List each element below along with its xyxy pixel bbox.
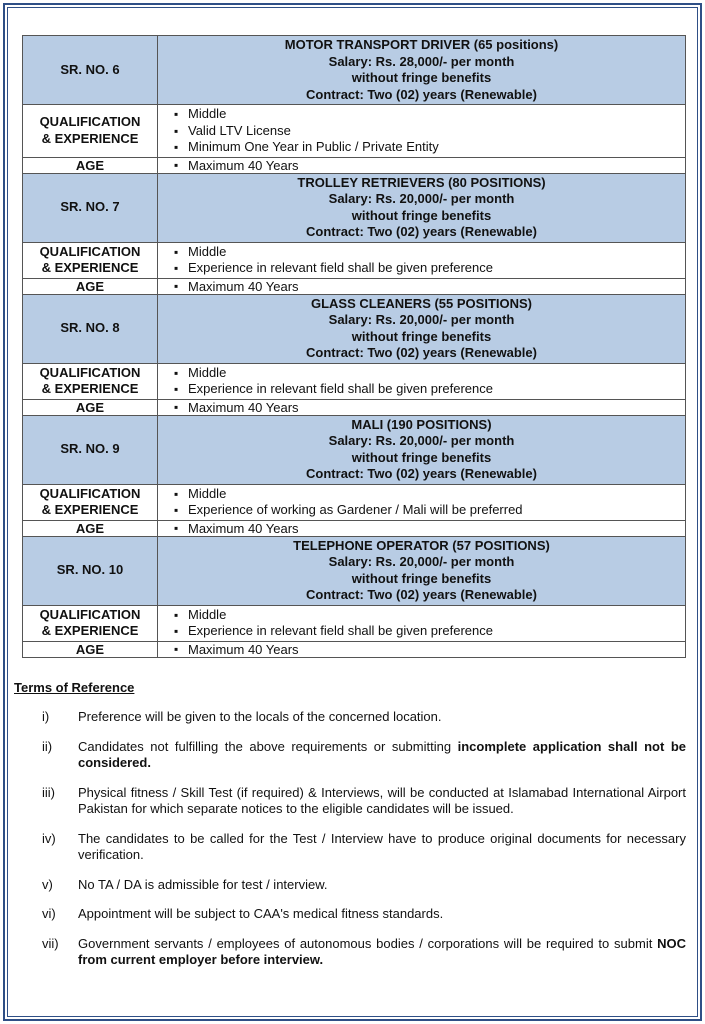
position-header-row	[23, 36, 686, 105]
position-salary: Salary: Rs. 20,000/- per month	[328, 554, 515, 569]
term-number: iv)	[42, 830, 56, 846]
position-contract: Contract: Two (02) years (Renewable)	[306, 224, 537, 239]
position-details	[158, 294, 686, 363]
age-label: AGE	[23, 399, 158, 415]
terms-of-reference	[14, 680, 686, 982]
position-benefits: without fringe benefits	[351, 570, 492, 586]
serial-number: SR. NO. 10	[23, 536, 158, 605]
term-text: The candidates to be called for the Test / Interview have to produce original documents for necessary verification.	[78, 830, 686, 862]
qualification-item: ▪ Middle	[188, 486, 685, 503]
qualification-label-line1: QUALIFICATION	[39, 243, 141, 259]
term-body	[78, 936, 686, 969]
age-value: ▪ Maximum 40 Years	[188, 158, 685, 173]
term-number: v)	[42, 876, 53, 892]
term-text: Appointment will be subject to CAA's medical fitness standards.	[78, 906, 444, 921]
qualification-item: ▪ Experience in relevant field shall be given preference	[188, 381, 685, 398]
position-title: TROLLEY RETRIEVERS (80 POSITIONS)	[297, 174, 546, 190]
serial-number: SR. NO. 8	[23, 294, 158, 363]
qualification-item: ▪ Middle	[188, 607, 685, 624]
qualification-list	[158, 606, 685, 641]
position-salary: Salary: Rs. 20,000/- per month	[328, 433, 515, 448]
position-contract: Contract: Two (02) years (Renewable)	[306, 587, 537, 602]
term-number: ii)	[42, 738, 53, 754]
qualification-list-cell	[158, 242, 686, 278]
term-body	[78, 906, 686, 923]
qualification-row	[23, 484, 686, 520]
terms-title: Terms of Reference	[14, 680, 135, 695]
qualification-list-cell	[158, 363, 686, 399]
qualification-row	[23, 242, 686, 278]
qualification-item: ▪ Middle	[188, 365, 685, 382]
position-title: GLASS CLEANERS (55 POSITIONS)	[310, 295, 533, 311]
term-text: Candidates not fulfilling the above requirements or submitting	[78, 738, 458, 754]
position-benefits: without fringe benefits	[351, 207, 492, 223]
term-item	[14, 936, 686, 969]
position-benefits: without fringe benefits	[351, 328, 492, 344]
qualification-label	[23, 605, 158, 641]
term-body	[78, 739, 686, 772]
position-salary: Salary: Rs. 20,000/- per month	[328, 312, 515, 327]
term-text: Physical fitness / Skill Test (if required) & Interviews, will be conducted at Islamabad International Airport Pakistan for which separate notices to the eligible candidates will be issued.	[78, 784, 686, 816]
qualification-list	[158, 105, 685, 157]
term-text: Government servants / employees of autonomous bodies / corporations will be required to submit	[78, 935, 658, 951]
age-row	[23, 399, 686, 415]
position-header-row	[23, 415, 686, 484]
qualification-label	[23, 363, 158, 399]
age-row	[23, 157, 686, 173]
position-title: TELEPHONE OPERATOR (57 POSITIONS)	[293, 537, 550, 553]
term-item	[14, 739, 686, 772]
qualification-label-line2: & EXPERIENCE	[41, 623, 139, 638]
age-label: AGE	[23, 520, 158, 536]
term-text: No TA / DA is admissible for test / interview.	[78, 876, 328, 892]
age-value: ▪ Maximum 40 Years	[188, 642, 685, 657]
qualification-label	[23, 105, 158, 158]
age-cell	[158, 157, 686, 173]
position-salary: Salary: Rs. 20,000/- per month	[328, 191, 515, 206]
qualification-row	[23, 363, 686, 399]
position-details	[158, 36, 686, 105]
position-salary: Salary: Rs. 28,000/- per month	[328, 53, 515, 69]
position-title: MOTOR TRANSPORT DRIVER (65 positions)	[284, 37, 559, 52]
term-body	[78, 877, 686, 894]
qualification-item: ▪ Middle	[188, 244, 685, 261]
age-value: ▪ Maximum 40 Years	[188, 521, 685, 536]
position-benefits: without fringe benefits	[351, 70, 492, 85]
position-header-row	[23, 536, 686, 605]
position-details	[158, 173, 686, 242]
term-number: i)	[42, 709, 50, 724]
qualification-item: ▪ Minimum One Year in Public / Private Entity	[188, 139, 685, 156]
age-row	[23, 641, 686, 657]
position-contract: Contract: Two (02) years (Renewable)	[306, 86, 537, 102]
term-body	[78, 785, 686, 818]
qualification-item: ▪ Middle	[188, 106, 685, 123]
qualification-list-cell	[158, 105, 686, 158]
qualification-label-line2: & EXPERIENCE	[41, 130, 139, 146]
qualification-label-line2: & EXPERIENCE	[41, 260, 139, 275]
term-item	[14, 709, 686, 726]
qualification-item: ▪ Valid LTV License	[188, 123, 685, 140]
position-details	[158, 536, 686, 605]
qualification-list	[158, 364, 685, 399]
qualification-item: ▪ Experience in relevant field shall be given preference	[188, 623, 685, 640]
term-body	[78, 831, 686, 864]
term-item	[14, 831, 686, 864]
qualification-list-cell	[158, 605, 686, 641]
age-cell	[158, 641, 686, 657]
qualification-label-line1: QUALIFICATION	[39, 606, 141, 622]
term-item	[14, 906, 686, 923]
qualification-row	[23, 105, 686, 158]
age-cell	[158, 399, 686, 415]
position-title: MALI (190 POSITIONS)	[351, 416, 492, 432]
qualification-label-line2: & EXPERIENCE	[41, 381, 139, 396]
qualification-list	[158, 485, 685, 520]
qualification-list-cell	[158, 484, 686, 520]
positions-table	[22, 35, 686, 658]
age-value: ▪ Maximum 40 Years	[188, 400, 685, 415]
qualification-label-line1: QUALIFICATION	[39, 114, 141, 130]
position-details	[158, 415, 686, 484]
term-item	[14, 877, 686, 894]
term-text: NOC from current employer before interview.	[78, 935, 686, 967]
serial-number: SR. NO. 6	[23, 36, 158, 105]
position-contract: Contract: Two (02) years (Renewable)	[306, 466, 537, 481]
position-contract: Contract: Two (02) years (Renewable)	[306, 345, 537, 360]
qualification-label	[23, 242, 158, 278]
term-text: incomplete application shall not be considered.	[78, 738, 686, 770]
age-cell	[158, 520, 686, 536]
terms-list	[14, 709, 686, 969]
term-body	[78, 709, 686, 726]
qualification-row	[23, 605, 686, 641]
position-header-row	[23, 294, 686, 363]
term-item	[14, 785, 686, 818]
age-row	[23, 520, 686, 536]
qualification-label-line1: QUALIFICATION	[39, 364, 141, 380]
position-benefits: without fringe benefits	[351, 449, 492, 465]
term-number: iii)	[42, 784, 55, 800]
qualification-list	[158, 243, 685, 278]
age-value: ▪ Maximum 40 Years	[188, 279, 685, 294]
qualification-label-line1: QUALIFICATION	[39, 485, 141, 501]
age-label: AGE	[23, 157, 158, 173]
qualification-label-line2: & EXPERIENCE	[41, 502, 139, 517]
qualification-item: ▪ Experience of working as Gardener / Mali will be preferred	[188, 502, 685, 519]
age-label: AGE	[23, 278, 158, 294]
serial-number: SR. NO. 9	[23, 415, 158, 484]
serial-number: SR. NO. 7	[23, 173, 158, 242]
term-text: Preference will be given to the locals of the concerned location.	[78, 709, 442, 724]
term-number: vii)	[42, 935, 59, 951]
age-row	[23, 278, 686, 294]
term-number: vi)	[42, 906, 56, 921]
qualification-item: ▪ Experience in relevant field shall be given preference	[188, 260, 685, 277]
age-label: AGE	[23, 641, 158, 657]
age-cell	[158, 278, 686, 294]
position-header-row	[23, 173, 686, 242]
qualification-label	[23, 484, 158, 520]
